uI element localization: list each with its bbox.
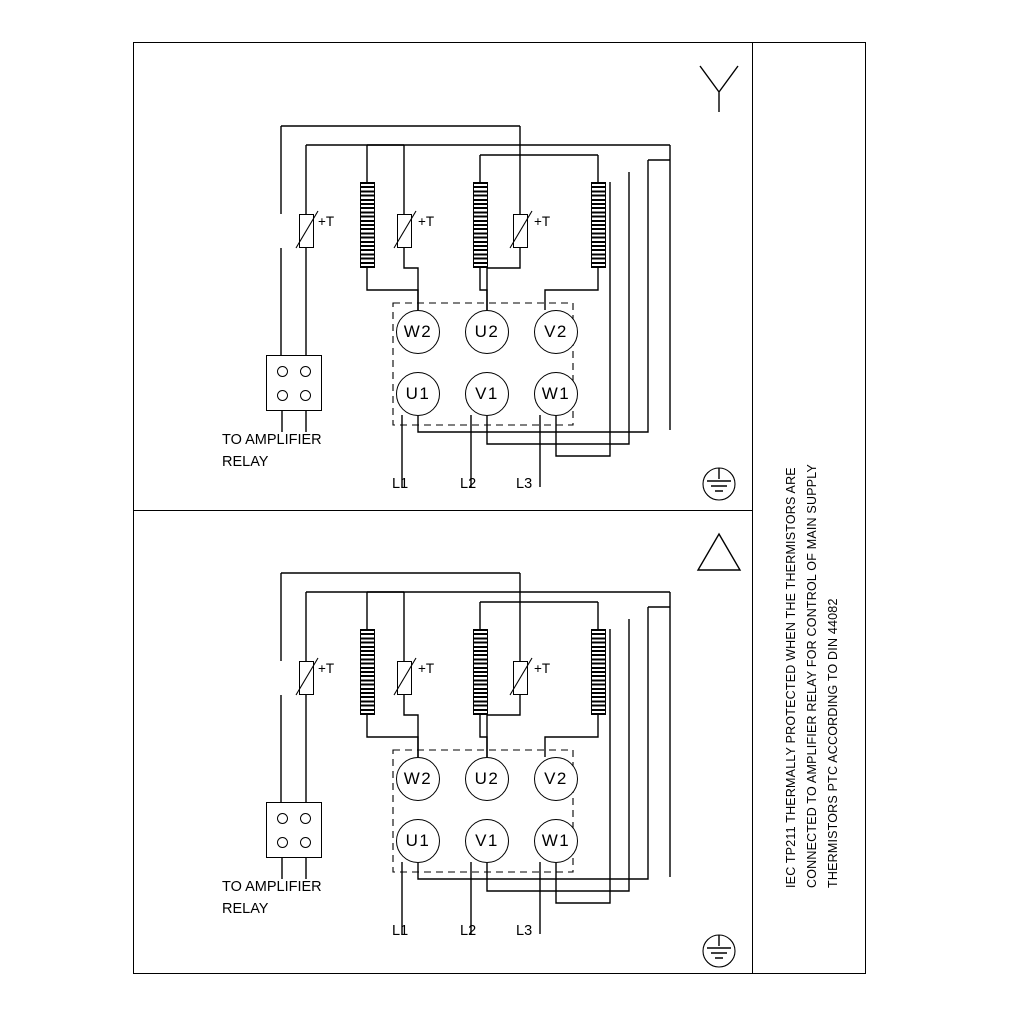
terminal-U1-delta: U1: [396, 819, 440, 863]
terminal-V1-delta: V1: [465, 819, 509, 863]
terminal-V2-star: V2: [534, 310, 578, 354]
thermistor-label-1-star: +T: [318, 214, 335, 229]
terminal-W2-star: W2: [396, 310, 440, 354]
thermistor-label-1-delta: +T: [318, 661, 335, 676]
thermistor-label-3-star: +T: [534, 214, 551, 229]
terminal-W1-star: W1: [534, 372, 578, 416]
supply-label-L3-star: L3: [516, 476, 533, 492]
supply-label-L2-star: L2: [460, 476, 477, 492]
terminal-U2-delta: U2: [465, 757, 509, 801]
supply-label-L3-delta: L3: [516, 923, 533, 939]
terminal-U2-star: U2: [465, 310, 509, 354]
amplifier-label-line1-delta: TO AMPLIFIER: [222, 879, 322, 895]
thermistor-label-3-delta: +T: [534, 661, 551, 676]
amplifier-label-line2-delta: RELAY: [222, 901, 269, 917]
terminal-U1-star: U1: [396, 372, 440, 416]
terminal-V2-delta: V2: [534, 757, 578, 801]
thermistor-label-2-delta: +T: [418, 661, 435, 676]
thermistor-label-2-star: +T: [418, 214, 435, 229]
amplifier-label-line2-star: RELAY: [222, 454, 269, 470]
terminal-W2-delta: W2: [396, 757, 440, 801]
supply-label-L1-star: L1: [392, 476, 409, 492]
supply-label-L1-delta: L1: [392, 923, 409, 939]
terminal-V1-star: V1: [465, 372, 509, 416]
amplifier-label-line1-star: TO AMPLIFIER: [222, 432, 322, 448]
terminal-W1-delta: W1: [534, 819, 578, 863]
supply-label-L2-delta: L2: [460, 923, 477, 939]
note-line-1: IEC TP211 THERMALLY PROTECTED WHEN THE THERMISTORS ARE: [784, 467, 798, 888]
note-line-2: CONNECTED TO AMPLIFIER RELAY FOR CONTROL OF MAIN SUPPLY: [805, 463, 819, 888]
note-line-3: THERMISTORS PTC ACCORDING TO DIN 44082: [826, 598, 840, 888]
